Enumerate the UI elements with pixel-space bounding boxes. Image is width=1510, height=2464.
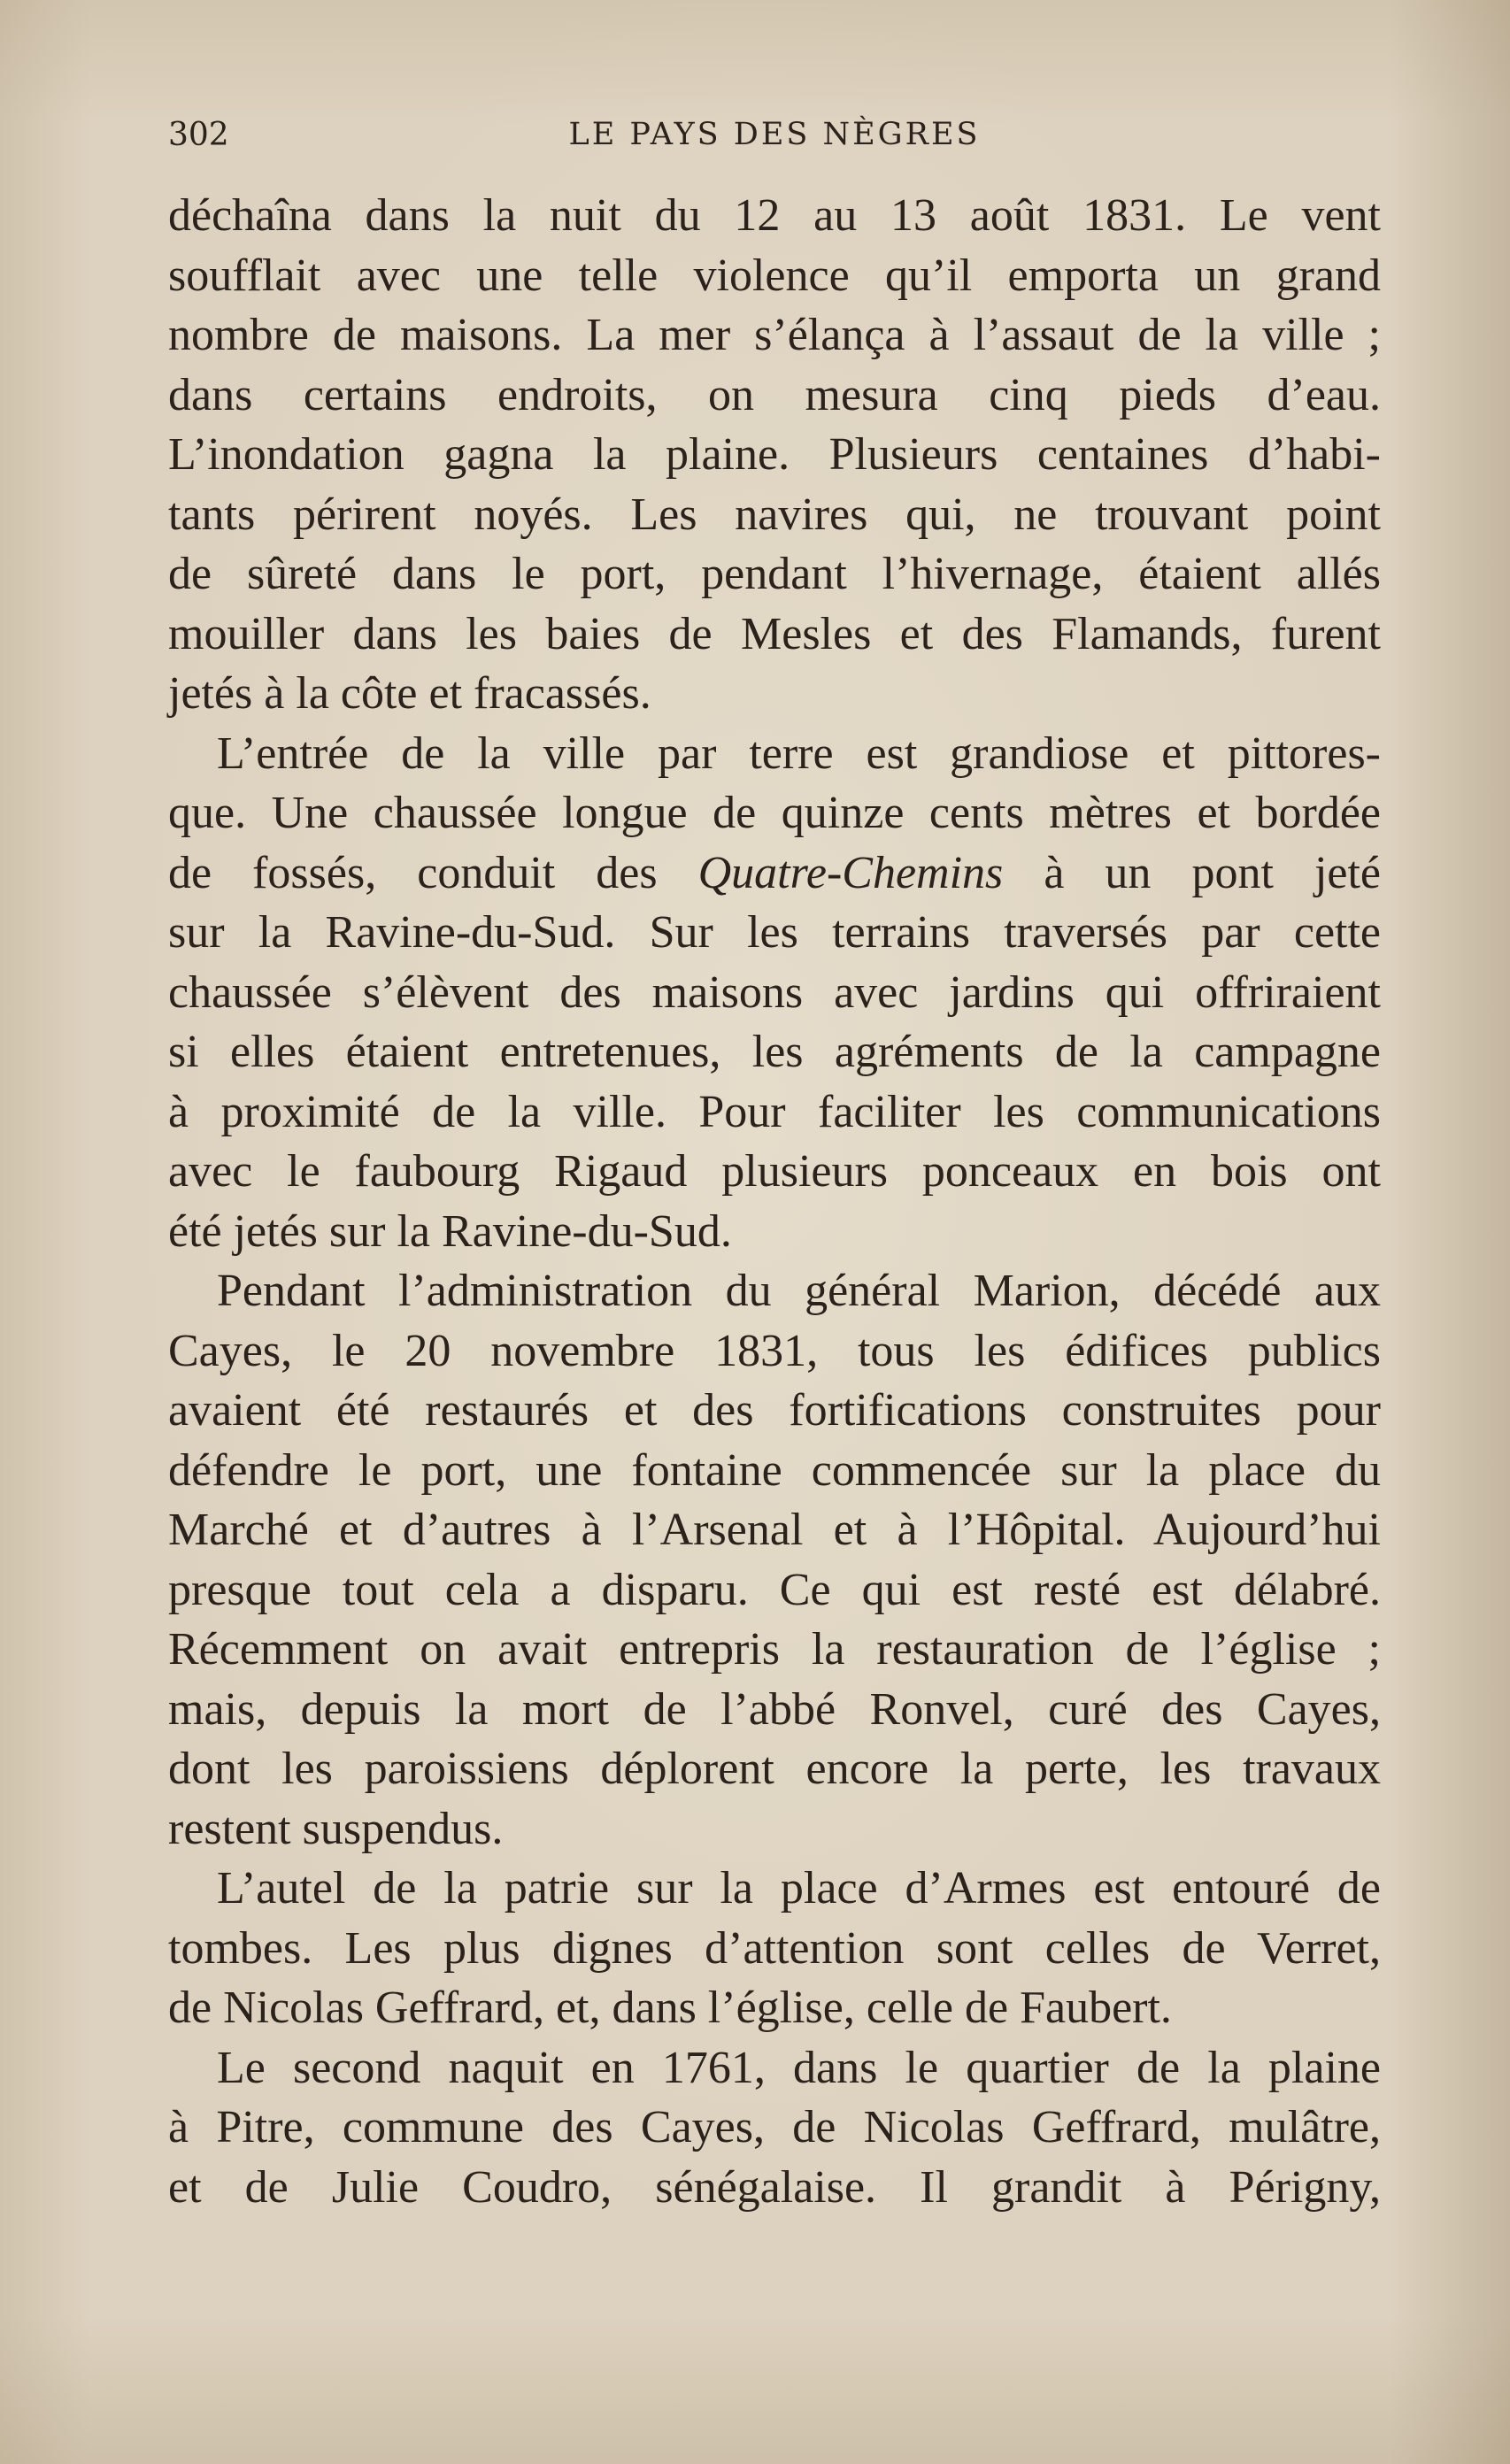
text-line: soufflait avec une telle violence qu’il emporta un grand [168, 250, 1381, 301]
italic-place-name: Quatre-Chemins [697, 847, 1004, 898]
text-segment: de fossés, conduit des [168, 847, 658, 898]
text-line: jetés à la côte et fracassés. [168, 668, 651, 719]
text-line: restent suspendus. [168, 1803, 504, 1854]
page-number: 302 [168, 117, 229, 153]
body-text [168, 186, 1381, 2217]
text-line: mais, depuis la mort de l’abbé Ronvel, curé des Cayes, [168, 1683, 1381, 1735]
text-line: été jetés sur la Ravine-du-Sud. [168, 1205, 732, 1257]
text-line: sur la Ravine-du-Sud. Sur les terrains traversés par cette [168, 907, 1381, 958]
text-line: de Nicolas Geffrard, et, dans l’église, celle de Faubert. [168, 1983, 1172, 2033]
text-line: si elles étaient entretenues, les agréments de la campagne [168, 1027, 1381, 1077]
text-line: à proximité de la ville. Pour faciliter les communications [168, 1086, 1381, 1137]
text-line: de sûreté dans le port, pendant l’hivernage, étaient allés [168, 549, 1381, 599]
book-title: LE PAYS DES NÈGRES [568, 117, 981, 152]
text-line: Le second naquit en 1761, dans le quartier de la plaine [217, 2042, 1381, 2093]
text-line: avaient été restaurés et des fortifications construites pour [168, 1385, 1381, 1436]
text-line: Cayes, le 20 novembre 1831, tous les édifices publics [168, 1325, 1381, 1376]
text-segment: à un pont jeté [1044, 847, 1381, 898]
text-line: presque tout cela a disparu. Ce qui est resté est délabré. [168, 1564, 1381, 1615]
text-line: L’inondation gagna la plaine. Plusieurs centaines d’habi- [168, 429, 1381, 480]
text-line: que. Une chaussée longue de quinze cents mètres et bordée [168, 788, 1381, 838]
text-line: et de Julie Coudro, sénégalaise. Il grandit à Périgny, [168, 2161, 1381, 2213]
text-line: tants périrent noyés. Les navires qui, ne trouvant point [168, 489, 1381, 540]
text-line: tombes. Les plus dignes d’attention sont celles de Verret, [168, 1922, 1381, 1974]
text-line: Récemment on avait entrepris la restauration de l’église ; [168, 1624, 1381, 1675]
text-line: avec le faubourg Rigaud plusieurs ponceaux en bois ont [168, 1146, 1381, 1197]
text-line: nombre de maisons. La mer s’élança à l’assaut de la ville ; [168, 310, 1381, 360]
text-line: à Pitre, commune des Cayes, de Nicolas Geffrard, mulâtre, [168, 2102, 1381, 2152]
text-line: L’autel de la patrie sur la place d’Armes est entouré de [217, 1863, 1381, 1913]
text-line: dont les paroissiens déplorent encore la perte, les travaux [168, 1744, 1381, 1794]
text-line: L’entrée de la ville par terre est grandiose et pittores- [217, 728, 1381, 779]
text-line: chaussée s’élèvent des maisons avec jardins qui offriraient [168, 966, 1381, 1018]
text-line: Marché et d’autres à l’Arsenal et à l’Hôpital. Aujourd’hui [168, 1505, 1381, 1555]
text-line: déchaîna dans la nuit du 12 au 13 août 1831. Le vent [168, 190, 1381, 241]
running-head [168, 117, 1381, 161]
text-line: Pendant l’administration du général Marion, décédé aux [217, 1266, 1381, 1316]
text-line-with-italic [168, 843, 1381, 904]
text-line: défendre le port, une fontaine commencée sur la place du [168, 1444, 1381, 1496]
text-line: mouiller dans les baies de Mesles et des Flamands, furent [168, 608, 1381, 659]
text-line: dans certains endroits, on mesura cinq pieds d’eau. [168, 369, 1381, 420]
